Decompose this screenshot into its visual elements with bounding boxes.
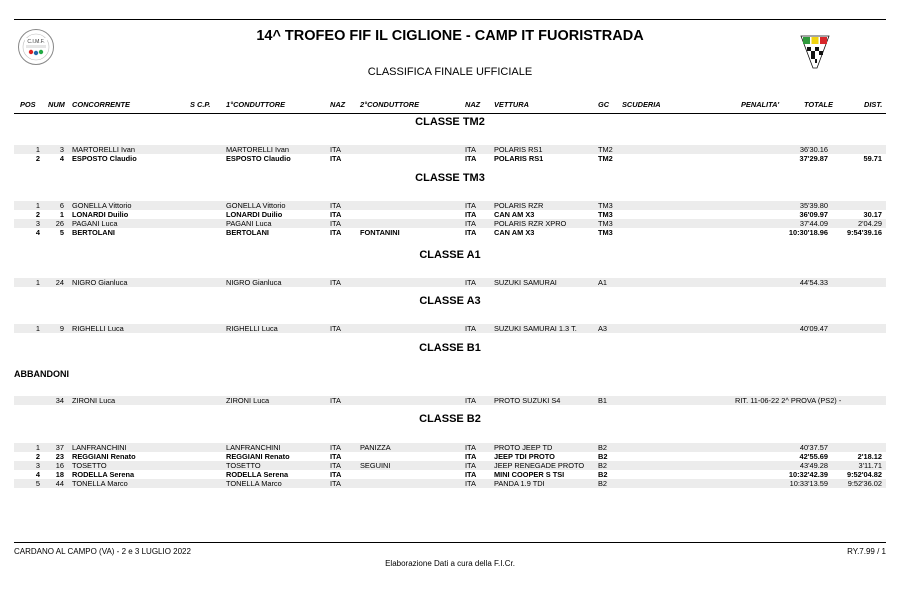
header-rule xyxy=(14,113,886,114)
cell-primo-conduttore: RIGHELLI Luca xyxy=(226,324,278,333)
cell-naz2: ITA xyxy=(465,201,476,210)
svg-text:C.I.M.F.: C.I.M.F. xyxy=(27,39,45,45)
header-secondo-conduttore: 2°CONDUTTORE xyxy=(360,100,420,109)
table-row xyxy=(14,324,886,333)
cell-concorrente: REGGIANI Renato xyxy=(72,452,136,461)
cell-concorrente: LANFRANCHINI xyxy=(72,443,127,452)
cell-gc: A1 xyxy=(598,278,608,287)
header-concorrente: CONCORRENTE xyxy=(72,100,130,109)
class-heading: CLASSE TM2 xyxy=(415,116,485,128)
table-row xyxy=(14,210,886,219)
header-naz2: NAZ xyxy=(465,100,481,109)
cell-naz2: ITA xyxy=(465,443,476,452)
cell-naz2: ITA xyxy=(465,324,476,333)
class-heading: CLASSE TM3 xyxy=(415,172,485,184)
cell-naz: ITA xyxy=(330,219,341,228)
cell-num: 24 xyxy=(55,278,64,287)
cell-concorrente: LONARDI Duilio xyxy=(72,210,129,219)
cell-totale: 10:30'18.96 xyxy=(788,228,828,237)
footer-rule xyxy=(14,542,886,543)
cell-pos: 1 xyxy=(35,145,40,154)
cell-concorrente: PAGANI Luca xyxy=(72,219,118,228)
header-num: NUM xyxy=(48,100,65,109)
cell-totale: 40'09.47 xyxy=(799,324,828,333)
header-dist: DIST. xyxy=(864,100,883,109)
page-title: 14^ TROFEO FIF IL CIGLIONE - CAMP IT FUORISTRADA xyxy=(256,28,644,44)
table-row xyxy=(14,479,886,488)
cell-vettura: SUZUKI SAMURAI xyxy=(494,278,557,287)
cell-naz2: ITA xyxy=(465,470,477,479)
cell-gc: B1 xyxy=(598,396,608,405)
cell-num: 4 xyxy=(59,154,64,163)
table-row xyxy=(14,154,886,163)
cell-vettura: PROTO JEEP TD xyxy=(494,443,553,452)
cell-num: 1 xyxy=(59,210,64,219)
cell-num: 23 xyxy=(55,452,64,461)
header-scp: S C.P. xyxy=(190,100,211,109)
cell-primo-conduttore: BERTOLANI xyxy=(226,228,269,237)
header-penalita: PENALITA' xyxy=(741,100,780,109)
cell-num: 5 xyxy=(59,228,64,237)
cell-concorrente: NIGRO Gianluca xyxy=(72,278,128,287)
cell-naz: ITA xyxy=(330,396,341,405)
cell-primo-conduttore: TOSETTO xyxy=(226,461,261,470)
cell-totale: 40'37.57 xyxy=(799,443,828,452)
cell-num: 26 xyxy=(55,219,64,228)
cell-gc: A3 xyxy=(598,324,608,333)
class-heading: CLASSE A1 xyxy=(419,249,481,261)
class-heading: CLASSE B1 xyxy=(419,342,481,354)
cell-vettura: POLARIS RS1 xyxy=(494,145,543,154)
cell-naz: ITA xyxy=(330,210,342,219)
cell-naz: ITA xyxy=(330,228,342,237)
cell-pos: 2 xyxy=(35,154,40,163)
cell-naz: ITA xyxy=(330,201,341,210)
cell-totale: 37'44.09 xyxy=(799,219,828,228)
cell-vettura: PANDA 1.9 TDI xyxy=(494,479,545,488)
cell-pos: 2 xyxy=(35,452,40,461)
cell-num: 44 xyxy=(55,479,64,488)
table-row xyxy=(14,228,886,237)
table-row xyxy=(14,219,886,228)
cell-primo-conduttore: PAGANI Luca xyxy=(226,219,272,228)
cell-num: 18 xyxy=(55,470,64,479)
cell-vettura: MINI COOPER S TSI xyxy=(494,470,565,479)
cell-naz: ITA xyxy=(330,461,341,470)
cell-pos: 2 xyxy=(35,210,40,219)
cell-naz2: ITA xyxy=(465,452,477,461)
cell-dist: 3'11.71 xyxy=(858,461,882,470)
cell-dist: 30.17 xyxy=(863,210,882,219)
cell-naz2: ITA xyxy=(465,228,477,237)
cell-primo-conduttore: ESPOSTO Claudio xyxy=(226,154,291,163)
table-row xyxy=(14,470,886,479)
cell-vettura: POLARIS RS1 xyxy=(494,154,544,163)
cell-concorrente: TONELLA Marco xyxy=(72,479,128,488)
cell-pos: 3 xyxy=(35,219,40,228)
cell-gc: TM3 xyxy=(598,201,613,210)
cell-primo-conduttore: REGGIANI Renato xyxy=(226,452,290,461)
cell-naz2: ITA xyxy=(465,479,476,488)
header-scuderia: SCUDERIA xyxy=(622,100,661,109)
footer-credit: Elaborazione Dati a cura della F.I.Cr. xyxy=(385,559,515,568)
cell-concorrente: RODELLA Serena xyxy=(72,470,135,479)
cell-gc: B2 xyxy=(598,479,608,488)
cell-pos: 4 xyxy=(35,228,40,237)
cell-secondo-conduttore: PANIZZA xyxy=(360,443,391,452)
header-vettura: VETTURA xyxy=(494,100,529,109)
cell-num: 34 xyxy=(55,396,64,405)
cell-vettura: JEEP TDI PROTO xyxy=(494,452,555,461)
top-rule xyxy=(14,19,886,20)
cell-concorrente: TOSETTO xyxy=(72,461,107,470)
table-row xyxy=(14,461,886,470)
cell-naz2: ITA xyxy=(465,154,477,163)
cell-totale: 37'29.87 xyxy=(799,154,828,163)
cell-primo-conduttore: TONELLA Marco xyxy=(226,479,282,488)
cell-totale: 35'39.80 xyxy=(799,201,828,210)
cell-naz2: ITA xyxy=(465,219,476,228)
header-pos: POS xyxy=(20,100,36,109)
cell-naz: ITA xyxy=(330,452,342,461)
cell-note: RIT. 11-06-22 2^ PROVA (PS2) - xyxy=(735,396,842,405)
cell-concorrente: GONELLA Vittorio xyxy=(72,201,132,210)
cell-gc: TM2 xyxy=(598,145,613,154)
cell-primo-conduttore: RODELLA Serena xyxy=(226,470,289,479)
header-primo-conduttore: 1°CONDUTTORE xyxy=(226,100,286,109)
cell-dist: 9:52'36.02 xyxy=(847,479,882,488)
cell-pos: 1 xyxy=(35,443,40,452)
cell-dist: 9:52'04.82 xyxy=(846,470,882,479)
cell-gc: B2 xyxy=(598,452,608,461)
cell-concorrente: ZIRONI Luca xyxy=(72,396,116,405)
cell-dist: 59.71 xyxy=(863,154,882,163)
cell-primo-conduttore: LANFRANCHINI xyxy=(226,443,281,452)
cell-concorrente: RIGHELLI Luca xyxy=(72,324,124,333)
cell-concorrente: MARTORELLI Ivan xyxy=(72,145,135,154)
cell-totale: 10:32'42.39 xyxy=(788,470,828,479)
cell-primo-conduttore: ZIRONI Luca xyxy=(226,396,270,405)
cell-naz: ITA xyxy=(330,154,342,163)
cell-gc: B2 xyxy=(598,443,608,452)
cell-pos: 1 xyxy=(35,278,40,287)
table-row xyxy=(14,201,886,210)
cell-gc: B2 xyxy=(598,470,608,479)
cell-vettura: CAN AM X3 xyxy=(494,228,535,237)
cell-num: 3 xyxy=(59,145,64,154)
cell-pos: 5 xyxy=(35,479,40,488)
table-row xyxy=(14,145,886,154)
table-row xyxy=(14,452,886,461)
cell-num: 6 xyxy=(59,201,64,210)
cell-pos: 1 xyxy=(35,201,40,210)
cell-concorrente: ESPOSTO Claudio xyxy=(72,154,137,163)
cell-num: 9 xyxy=(59,324,64,333)
cell-vettura: CAN AM X3 xyxy=(494,210,535,219)
footer-version: RY.7.99 / 1 xyxy=(847,547,886,556)
cell-secondo-conduttore: FONTANINI xyxy=(360,228,400,237)
cell-naz: ITA xyxy=(330,278,341,287)
cell-naz: ITA xyxy=(330,443,341,452)
cell-vettura: PROTO SUZUKI S4 xyxy=(494,396,561,405)
cell-concorrente: BERTOLANI xyxy=(72,228,115,237)
cell-primo-conduttore: NIGRO Gianluca xyxy=(226,278,282,287)
cell-naz2: ITA xyxy=(465,396,476,405)
cell-vettura: POLARIS RZR xyxy=(494,201,544,210)
cell-naz: ITA xyxy=(330,145,341,154)
cell-totale: 10:33'13.59 xyxy=(789,479,828,488)
cell-pos: 1 xyxy=(35,324,40,333)
cell-gc: TM3 xyxy=(598,219,613,228)
cell-totale: 36'30.16 xyxy=(799,145,828,154)
cell-pos: 4 xyxy=(35,470,40,479)
cell-dist: 2'04.29 xyxy=(857,219,882,228)
table-row xyxy=(14,278,886,287)
cell-naz2: ITA xyxy=(465,461,476,470)
cell-naz2: ITA xyxy=(465,278,476,287)
cell-naz2: ITA xyxy=(465,210,477,219)
abbandoni-heading: ABBANDONI xyxy=(14,369,69,379)
cell-dist: 9:54'39.16 xyxy=(846,228,882,237)
cell-gc: TM3 xyxy=(598,228,613,237)
cell-vettura: POLARIS RZR XPRO xyxy=(494,219,567,228)
header-totale: TOTALE xyxy=(804,100,833,109)
cell-gc: TM3 xyxy=(598,210,613,219)
cell-totale: 43'49.28 xyxy=(799,461,828,470)
cell-secondo-conduttore: SEGUINI xyxy=(360,461,391,470)
cell-primo-conduttore: GONELLA Vittorio xyxy=(226,201,286,210)
cell-totale: 36'09.97 xyxy=(799,210,828,219)
class-heading: CLASSE B2 xyxy=(419,413,481,425)
table-row xyxy=(14,396,886,405)
cell-gc: B2 xyxy=(598,461,608,470)
page-subtitle: CLASSIFICA FINALE UFFICIALE xyxy=(367,66,533,78)
cell-primo-conduttore: LONARDI Duilio xyxy=(226,210,283,219)
class-heading: CLASSE A3 xyxy=(419,295,481,307)
cell-totale: 42'55.69 xyxy=(799,452,828,461)
cell-num: 37 xyxy=(55,443,64,452)
cell-naz: ITA xyxy=(330,324,341,333)
header-gc: GC xyxy=(598,100,610,109)
cell-naz: ITA xyxy=(330,479,341,488)
footer-location: CARDANO AL CAMPO (VA) - 2 e 3 LUGLIO 2022 xyxy=(14,547,191,556)
cell-num: 16 xyxy=(55,461,64,470)
cell-naz: ITA xyxy=(330,470,342,479)
cell-totale: 44'54.33 xyxy=(799,278,828,287)
cell-vettura: SUZUKI SAMURAI 1.3 T. xyxy=(494,324,577,333)
cell-gc: TM2 xyxy=(598,154,613,163)
cell-pos: 3 xyxy=(35,461,40,470)
table-row xyxy=(14,443,886,452)
cell-vettura: JEEP RENEGADE PROTO xyxy=(494,461,585,470)
header-naz: NAZ xyxy=(330,100,346,109)
cell-primo-conduttore: MARTORELLI Ivan xyxy=(226,145,289,154)
cell-dist: 2'18.12 xyxy=(857,452,882,461)
cell-naz2: ITA xyxy=(465,145,476,154)
